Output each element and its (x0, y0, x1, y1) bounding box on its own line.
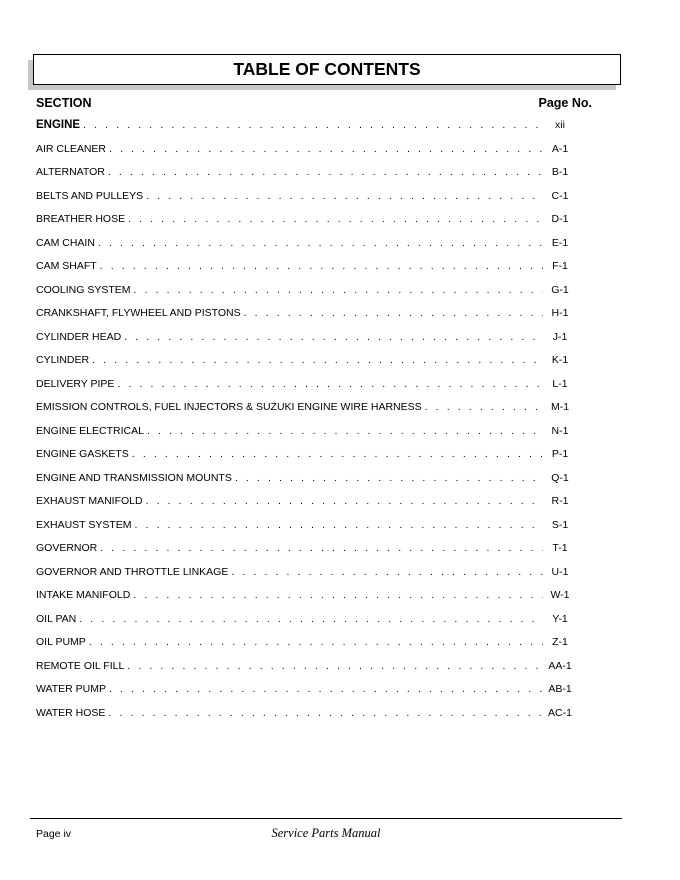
dot-leader (232, 472, 543, 484)
dot-leader (105, 707, 543, 719)
toc-entry[interactable] (36, 401, 577, 425)
dot-leader (89, 354, 543, 366)
toc-entry-label: AIR CLEANER (36, 142, 107, 155)
toc-entry-page: A-1 (551, 142, 569, 155)
dot-leader (106, 143, 543, 155)
toc-entry[interactable] (36, 472, 577, 496)
toc-entry[interactable] (36, 260, 577, 284)
toc-entry-page: K-1 (551, 354, 569, 366)
toc-entry-page: AC-1 (548, 706, 572, 719)
toc-entry[interactable] (36, 425, 577, 449)
dot-leader (105, 166, 543, 178)
toc-entry-label: ENGINE (36, 119, 81, 131)
toc-entry[interactable] (36, 448, 577, 472)
toc-entry-label: GOVERNOR AND THROTTLE LINKAGE (36, 565, 229, 578)
toc-entry[interactable] (36, 542, 577, 566)
toc-entry-page: L-1 (552, 377, 568, 390)
toc-entry-page: T-1 (552, 542, 568, 554)
toc-entry-page: C-1 (551, 189, 569, 202)
toc-entry[interactable] (36, 378, 577, 402)
toc-entry[interactable] (36, 119, 577, 143)
toc-entry-label: DELIVERY PIPE (36, 377, 115, 390)
toc-entry-label: BELTS AND PULLEYS (36, 189, 144, 202)
toc-entry-page: D-1 (551, 213, 569, 225)
toc-entry-page: E-1 (551, 236, 569, 249)
toc-entry-page: H-1 (551, 307, 569, 319)
toc-entry-label: CRANKSHAFT, FLYWHEEL AND PISTONS (36, 307, 241, 319)
toc-entry-page: Z-1 (552, 636, 568, 648)
dot-leader (228, 566, 543, 578)
toc-entry[interactable] (36, 707, 577, 731)
toc-entry[interactable] (36, 190, 577, 214)
toc-entry-label: ENGINE GASKETS (36, 448, 129, 460)
toc-entry-label: ALTERNATOR (36, 166, 105, 178)
toc-entry-label: INTAKE MANIFOLD (36, 589, 131, 601)
toc-entry-label: CAM SHAFT (36, 260, 97, 272)
dot-leader (143, 495, 543, 507)
toc-entry-label: EXHAUST MANIFOLD (36, 495, 143, 507)
toc-entry[interactable] (36, 566, 577, 590)
dot-leader (80, 119, 543, 131)
dot-leader (97, 542, 543, 554)
dot-leader (241, 307, 543, 319)
toc-entry-page: B-1 (551, 166, 569, 178)
dot-leader (97, 260, 543, 272)
dot-leader (114, 378, 543, 390)
toc-list (36, 119, 577, 730)
toc-entry[interactable] (36, 307, 577, 331)
footer-manual-title: Service Parts Manual (271, 826, 381, 840)
toc-entry-label: GOVERNOR (36, 542, 98, 554)
toc-header (36, 94, 592, 112)
toc-entry[interactable] (36, 589, 577, 613)
toc-entry-page: Q-1 (551, 471, 569, 484)
dot-leader (106, 683, 543, 695)
toc-entry-label: OIL PUMP (36, 636, 86, 648)
dot-leader (125, 213, 543, 225)
toc-entry-page: AA-1 (548, 659, 572, 672)
footer-divider (30, 818, 622, 819)
dot-leader (422, 401, 543, 413)
page-number-column-heading: Page No. (538, 96, 592, 110)
toc-entry-label: EMISSION CONTROLS, FUEL INJECTORS & SUZUKI ENGINE WIRE HARNESS (36, 401, 422, 413)
toc-entry[interactable] (36, 683, 577, 707)
toc-entry-page: N-1 (551, 424, 569, 437)
toc-entry[interactable] (36, 354, 577, 378)
toc-entry[interactable] (36, 213, 577, 237)
toc-entry-label: WATER HOSE (36, 706, 106, 719)
dot-leader (129, 448, 543, 460)
toc-entry-page: P-1 (551, 448, 569, 460)
dot-leader (76, 613, 543, 625)
toc-entry-label: WATER PUMP (36, 683, 106, 695)
toc-entry-page: W-1 (550, 589, 570, 601)
toc-entry-page: Y-1 (552, 612, 568, 625)
toc-entry[interactable] (36, 613, 577, 637)
dot-leader (131, 284, 543, 296)
toc-entry-page: S-1 (551, 518, 569, 531)
section-column-heading: SECTION (36, 96, 92, 110)
footer-page-number: Page iv (36, 828, 72, 840)
toc-entry-label: OIL PAN (36, 612, 77, 625)
toc-entry-label: ENGINE ELECTRICAL (36, 424, 144, 437)
toc-entry[interactable] (36, 284, 577, 308)
toc-entry-label: REMOTE OIL FILL (36, 659, 125, 672)
toc-entry[interactable] (36, 166, 577, 190)
toc-entry[interactable] (36, 143, 577, 167)
toc-entry-label: CYLINDER (36, 354, 90, 366)
dot-leader (121, 331, 543, 343)
toc-entry-page: R-1 (551, 495, 569, 507)
toc-entry-label: EXHAUST SYSTEM (36, 518, 132, 531)
dot-leader (95, 237, 543, 249)
toc-entry-page: xii (555, 119, 565, 131)
toc-entry-page: M-1 (550, 401, 570, 413)
toc-entry-page: AB-1 (548, 683, 572, 695)
toc-entry[interactable] (36, 237, 577, 261)
toc-entry[interactable] (36, 636, 577, 660)
dot-leader (86, 636, 543, 648)
toc-entry-label: ENGINE AND TRANSMISSION MOUNTS (36, 471, 232, 484)
toc-entry[interactable] (36, 519, 577, 543)
toc-entry[interactable] (36, 331, 577, 355)
dot-leader (143, 190, 543, 202)
toc-entry[interactable] (36, 495, 577, 519)
toc-entry-label: CAM CHAIN (36, 236, 95, 249)
toc-entry-page: F-1 (552, 260, 568, 272)
toc-entry-page: U-1 (551, 565, 569, 578)
toc-entry-page: G-1 (551, 283, 569, 296)
dot-leader (130, 589, 543, 601)
dot-leader (132, 519, 544, 531)
dot-leader (144, 425, 543, 437)
toc-entry-label: COOLING SYSTEM (36, 283, 131, 296)
dot-leader (124, 660, 543, 672)
toc-entry-page: J-1 (552, 330, 568, 343)
toc-entry[interactable] (36, 660, 577, 684)
toc-entry-label: BREATHER HOSE (36, 213, 126, 225)
toc-entry-label: CYLINDER HEAD (36, 330, 122, 343)
page-title: TABLE OF CONTENTS (33, 54, 621, 85)
